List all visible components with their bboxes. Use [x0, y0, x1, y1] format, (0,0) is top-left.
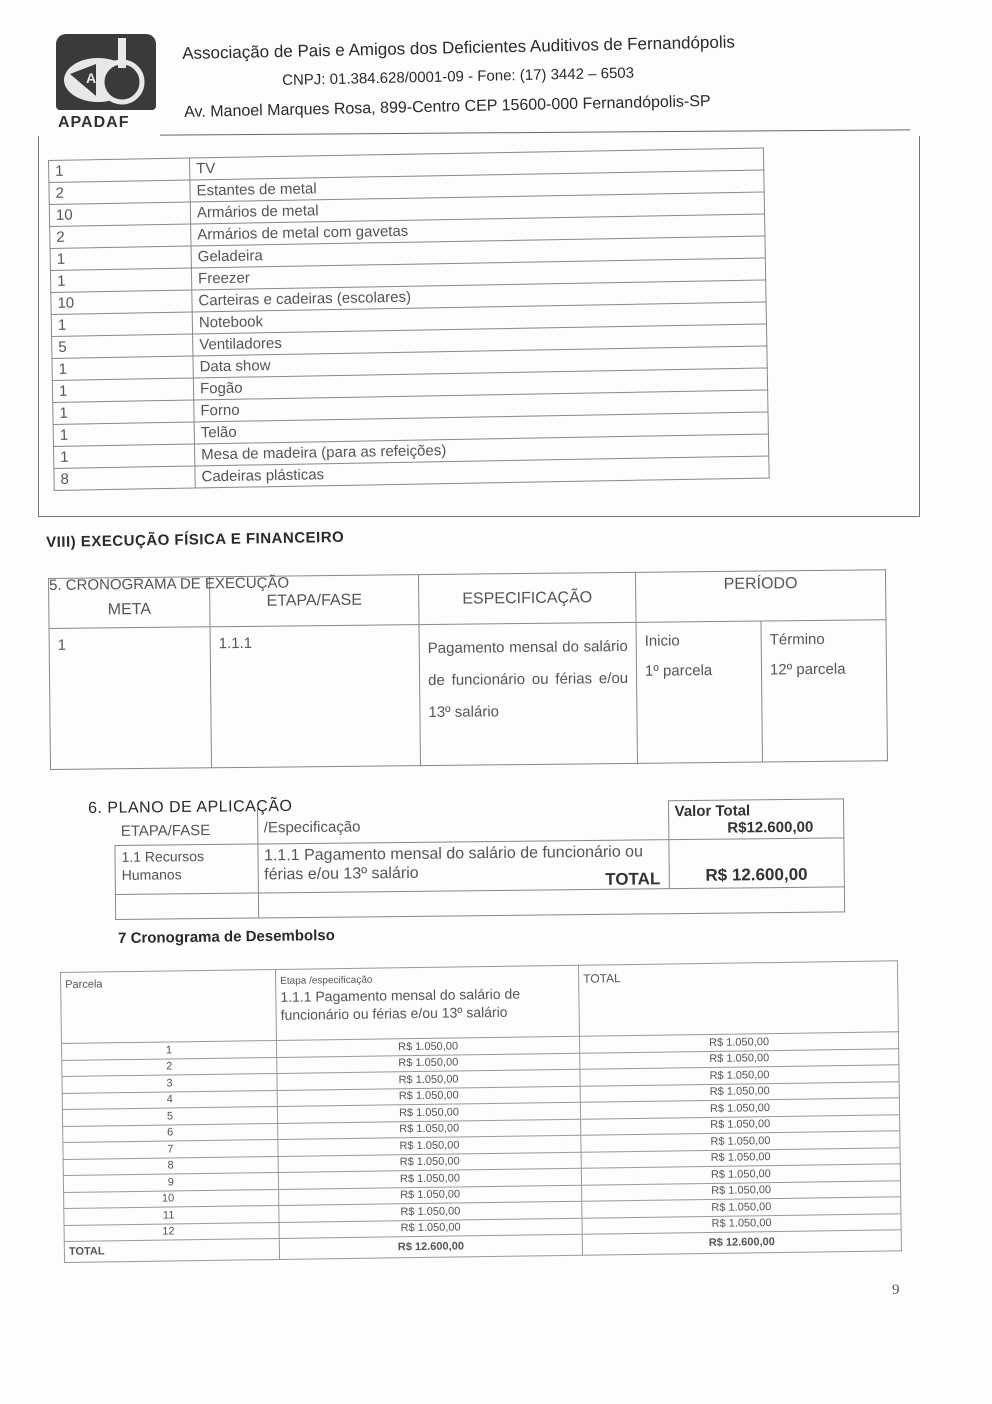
desembolso-valor: R$ 1.050,00 [279, 1201, 582, 1222]
periodo-termino [760, 620, 886, 761]
cell-etapa: 1.1.1 [210, 625, 420, 768]
equipment-qty: 1 [53, 400, 194, 424]
plan-header-etapa: ETAPA/FASE [115, 805, 258, 845]
logo-wordmark: APADAF [58, 114, 130, 131]
des-header-total: TOTAL [578, 961, 898, 1036]
logo-emblem [56, 34, 156, 110]
equipment-qty: 1 [52, 356, 193, 380]
desembolso-total: R$ 1.050,00 [580, 1098, 899, 1119]
plan-header-valor: Valor Total R$12.600,00 [668, 799, 844, 840]
equipment-item: Notebook [192, 302, 766, 334]
header-divider [160, 129, 910, 135]
desembolso-parcela: 11 [64, 1205, 279, 1225]
des-header-etapa [275, 965, 579, 1040]
desembolso-title: 7 Cronograma de Desembolso [118, 926, 335, 947]
desembolso-valor: R$ 1.050,00 [279, 1185, 582, 1206]
equipment-table [48, 148, 770, 491]
equipment-item: Armários de metal [190, 192, 764, 224]
desembolso-parcela: 6 [63, 1123, 278, 1143]
equipment-item: Cadeiras plásticas [195, 456, 769, 488]
org-name: Associação de Pais e Amigos dos Deficientes Auditivos de Fernandópolis [182, 32, 736, 63]
desembolso-valor: R$ 1.050,00 [277, 1086, 580, 1107]
desembolso-valor: R$ 1.050,00 [277, 1069, 580, 1090]
plan-empty-cell-1 [115, 893, 258, 919]
org-cnpj-phone: CNPJ: 01.384.628/0001-09 - Fone: (17) 3442 – 6503 [282, 64, 635, 89]
plan-especificacao: 1.1.1 Pagamento mensal do salário de funcionário ou férias e/ou 13º salário TOTAL [257, 840, 668, 893]
desembolso-parcela: 12 [64, 1222, 279, 1242]
equipment-qty: 1 [51, 312, 192, 336]
periodo-inicio [637, 622, 762, 763]
desembolso-valor: R$ 1.050,00 [277, 1053, 580, 1074]
des-header-etapa-text: 1.1.1 Pagamento mensal do salário de funcionário ou férias e/ou 13º salário [280, 985, 521, 1023]
cronograma-execucao-table [48, 569, 888, 770]
header-periodo: PERÍODO [635, 570, 886, 623]
equipment-qty: 1 [52, 378, 193, 402]
desembolso-total: R$ 1.050,00 [580, 1048, 899, 1069]
desembolso-total: R$ 1.050,00 [581, 1164, 900, 1185]
equipment-qty: 2 [49, 180, 190, 204]
section-title-execucao: VIII) EXECUÇÃO FÍSICA E FINANCEIRO [46, 528, 345, 551]
desembolso-valor: R$ 1.050,00 [276, 1036, 579, 1057]
equipment-qty: 1 [50, 268, 191, 292]
equipment-item: TV [189, 148, 763, 180]
desembolso-valor: R$ 1.050,00 [278, 1135, 581, 1156]
plano-aplicacao-table [114, 798, 845, 920]
termino-value: 12º parcela [769, 660, 846, 679]
desembolso-valor: R$ 1.050,00 [278, 1152, 581, 1173]
desembolso-total-valor: R$ 12.600,00 [279, 1234, 582, 1259]
desembolso-parcela: 9 [63, 1172, 278, 1192]
plan-total-label: TOTAL [605, 869, 661, 889]
plan-header-especificacao: /Especificação [257, 801, 668, 844]
equipment-item: Telão [194, 412, 768, 444]
desembolso-total: R$ 1.050,00 [580, 1065, 899, 1086]
equipment-qty: 1 [50, 246, 191, 270]
equipment-qty: 2 [50, 224, 191, 248]
desembolso-total: R$ 1.050,00 [581, 1114, 900, 1135]
desembolso-parcela: 1 [61, 1040, 276, 1060]
cell-periodo [636, 620, 887, 764]
header-especificacao: ESPECIFICAÇÃO [418, 572, 636, 624]
desembolso-parcela: 10 [64, 1189, 279, 1209]
inicio-label: Inicio [644, 632, 680, 650]
desembolso-total: R$ 1.050,00 [582, 1180, 901, 1201]
plan-total-value: R$ 12.600,00 [668, 838, 844, 889]
des-header-etapa-small: Etapa /especificação [280, 974, 373, 987]
equipment-item: Fogão [193, 368, 767, 400]
des-header-parcela: Parcela [61, 969, 277, 1043]
page-number: 9 [892, 1282, 900, 1298]
equipment-item: Data show [193, 346, 767, 378]
equipment-item: Mesa de madeira (para as refeições) [194, 434, 768, 466]
cronograma-execucao-title: 5. CRONOGRAMA DE EXECUÇÃO [48, 574, 290, 594]
equipment-qty: 1 [53, 422, 194, 446]
plan-valor: R$12.600,00 [727, 818, 814, 837]
desembolso-parcela: 7 [63, 1139, 278, 1159]
apadaf-logo [56, 34, 160, 131]
equipment-item: Forno [194, 390, 768, 422]
svg-text:A: A [86, 70, 97, 86]
equipment-qty: 10 [49, 202, 190, 226]
cell-especificacao: Pagamento mensal do salário de funcionário ou férias e/ou 13º salário [419, 622, 637, 765]
org-address: Av. Manoel Marques Rosa, 899-Centro CEP 15600-000 Fernandópolis-SP [184, 92, 711, 121]
desembolso-valor: R$ 1.050,00 [278, 1168, 581, 1189]
desembolso-total-label: TOTAL [64, 1238, 279, 1262]
desembolso-total-total: R$ 12.600,00 [582, 1230, 901, 1255]
equipment-item: Freezer [191, 258, 765, 290]
termino-label: Término [769, 630, 825, 649]
desembolso-valor: R$ 1.050,00 [279, 1218, 582, 1239]
header-meta-label: META [107, 600, 152, 618]
equipment-qty: 5 [52, 334, 193, 358]
desembolso-total: R$ 1.050,00 [580, 1081, 899, 1102]
equipment-qty: 1 [49, 158, 190, 182]
desembolso-total: R$ 1.050,00 [582, 1197, 901, 1218]
desembolso-total: R$ 1.050,00 [579, 1032, 898, 1053]
desembolso-parcela: 8 [63, 1156, 278, 1176]
cell-meta: 1 [49, 627, 211, 770]
desembolso-parcela: 5 [62, 1106, 277, 1126]
equipment-item: Estantes de metal [190, 170, 764, 202]
equipment-item: Armários de metal com gavetas [191, 214, 765, 246]
desembolso-parcela: 4 [62, 1090, 277, 1110]
desembolso-valor: R$ 1.050,00 [278, 1119, 581, 1140]
header-meta [48, 574, 290, 629]
desembolso-parcela: 2 [62, 1057, 277, 1077]
equipment-item: Geladeira [191, 236, 765, 268]
equipment-qty: 8 [54, 466, 195, 490]
equipment-qty: 10 [51, 290, 192, 314]
desembolso-total: R$ 1.050,00 [581, 1147, 900, 1168]
equipment-item: Carteiras e cadeiras (escolares) [192, 280, 766, 312]
desembolso-total: R$ 1.050,00 [581, 1131, 900, 1152]
equipment-item: Ventiladores [193, 324, 767, 356]
plano-aplicacao-title: 6. PLANO DE APLICAÇÃO [88, 797, 293, 817]
plan-etapa: 1.1 Recursos Humanos [115, 844, 258, 894]
desembolso-total: R$ 1.050,00 [582, 1213, 901, 1234]
desembolso-table [60, 960, 902, 1263]
equipment-qty: 1 [54, 444, 195, 468]
desembolso-valor: R$ 1.050,00 [277, 1102, 580, 1123]
desembolso-parcela: 3 [62, 1073, 277, 1093]
inicio-value: 1º parcela [644, 662, 713, 680]
header-etapa: ETAPA/FASE [209, 575, 419, 627]
